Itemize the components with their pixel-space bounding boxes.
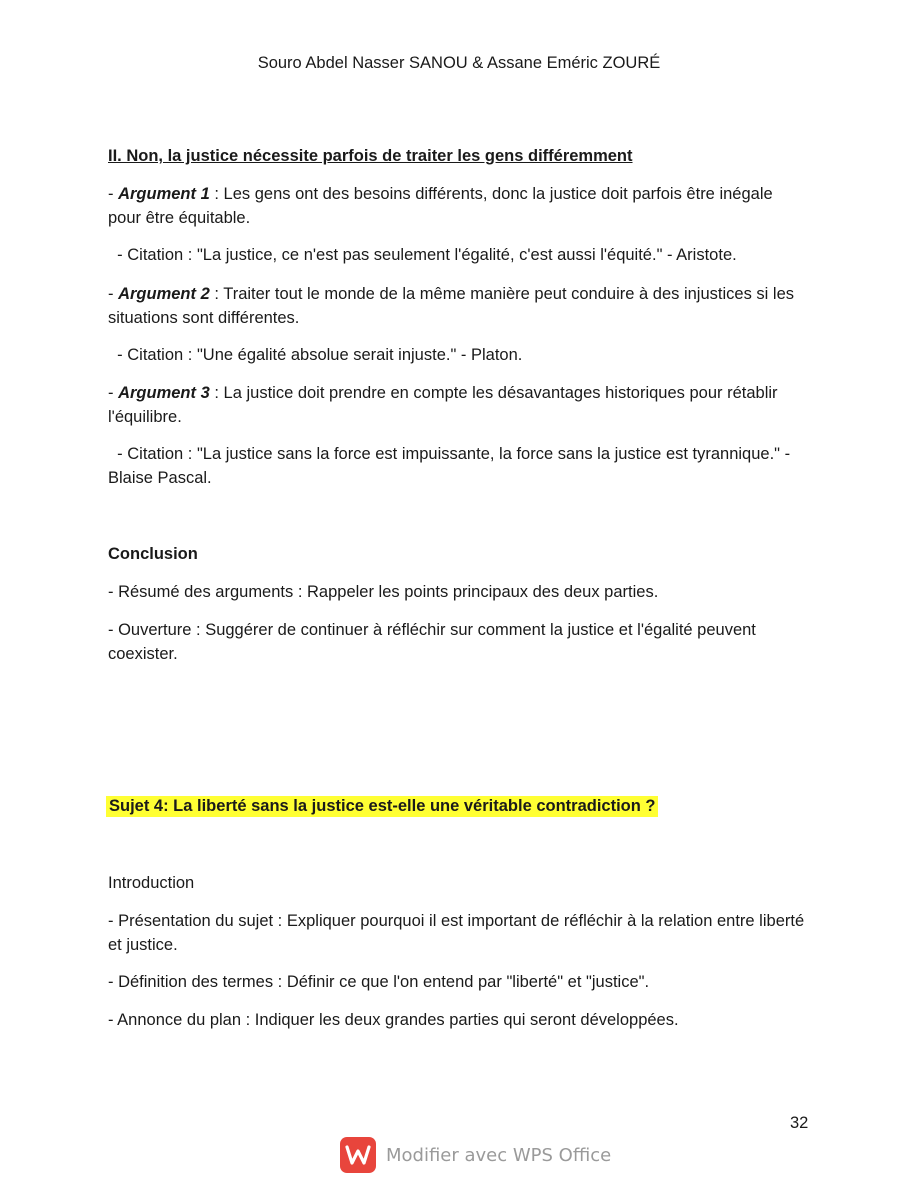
conclusion-item: - Résumé des arguments : Rappeler les points principaux des deux parties. [108,583,659,601]
citation-paragraph: - Citation : "La justice sans la force est impuissante, la force sans la justice est tyrannique." - Blaise Pascal. [108,445,795,487]
introduction-heading: Introduction [108,874,195,892]
wps-logo-icon [340,1137,376,1173]
wps-edit-banner[interactable] [340,1137,611,1173]
argument-paragraph [108,382,808,429]
introduction-item: - Annonce du plan : Indiquer les deux grandes parties qui seront développées. [108,1011,679,1029]
section-heading [108,145,808,169]
introduction-item: - Présentation du sujet : Expliquer pourquoi il est important de réfléchir à la relation entre liberté et justice. [108,912,805,954]
conclusion-item: - Ouverture : Suggérer de continuer à réfléchir sur comment la justice et l'égalité peuvent coexister. [108,621,756,663]
argument-label: Argument 3 [118,384,210,402]
citation-paragraph: - Citation : "Une égalité absolue serait injuste." - Platon. [108,346,523,364]
dash: - [108,384,119,402]
wps-w-glyph [345,1145,371,1165]
argument-label: Argument 1 [118,185,210,203]
section-heading-text: II. Non, la justice nécessite parfois de traiter les gens différemment [108,147,633,165]
argument-paragraph [108,183,808,230]
conclusion-heading: Conclusion [108,545,198,563]
page-number: 32 [790,1114,809,1132]
argument-text: : Traiter tout le monde de la même manière peut conduire à des injustices si les situations sont différentes. [108,285,794,327]
argument-text: : La justice doit prendre en compte les désavantages historiques pour rétablir l'équilibre. [108,384,778,426]
dash: - [108,285,119,303]
dash: - [108,185,119,203]
sujet-title [106,795,806,819]
citation-paragraph: - Citation : "La justice, ce n'est pas seulement l'égalité, c'est aussi l'équité." - Aristote. [108,246,737,264]
wps-edit-label[interactable]: Modifier avec WPS Office [386,1144,612,1166]
page-header: Souro Abdel Nasser SANOU & Assane Eméric ZOURÉ [257,54,661,72]
argument-text: : Les gens ont des besoins différents, donc la justice doit parfois être inégale pour être équitable. [108,185,773,227]
argument-paragraph [108,283,808,330]
introduction-item: - Définition des termes : Définir ce que l'on entend par "liberté" et "justice". [108,973,650,991]
argument-label: Argument 2 [118,285,210,303]
sujet-title-text: Sujet 4: La liberté sans la justice est-elle une véritable contradiction ? [106,796,658,817]
